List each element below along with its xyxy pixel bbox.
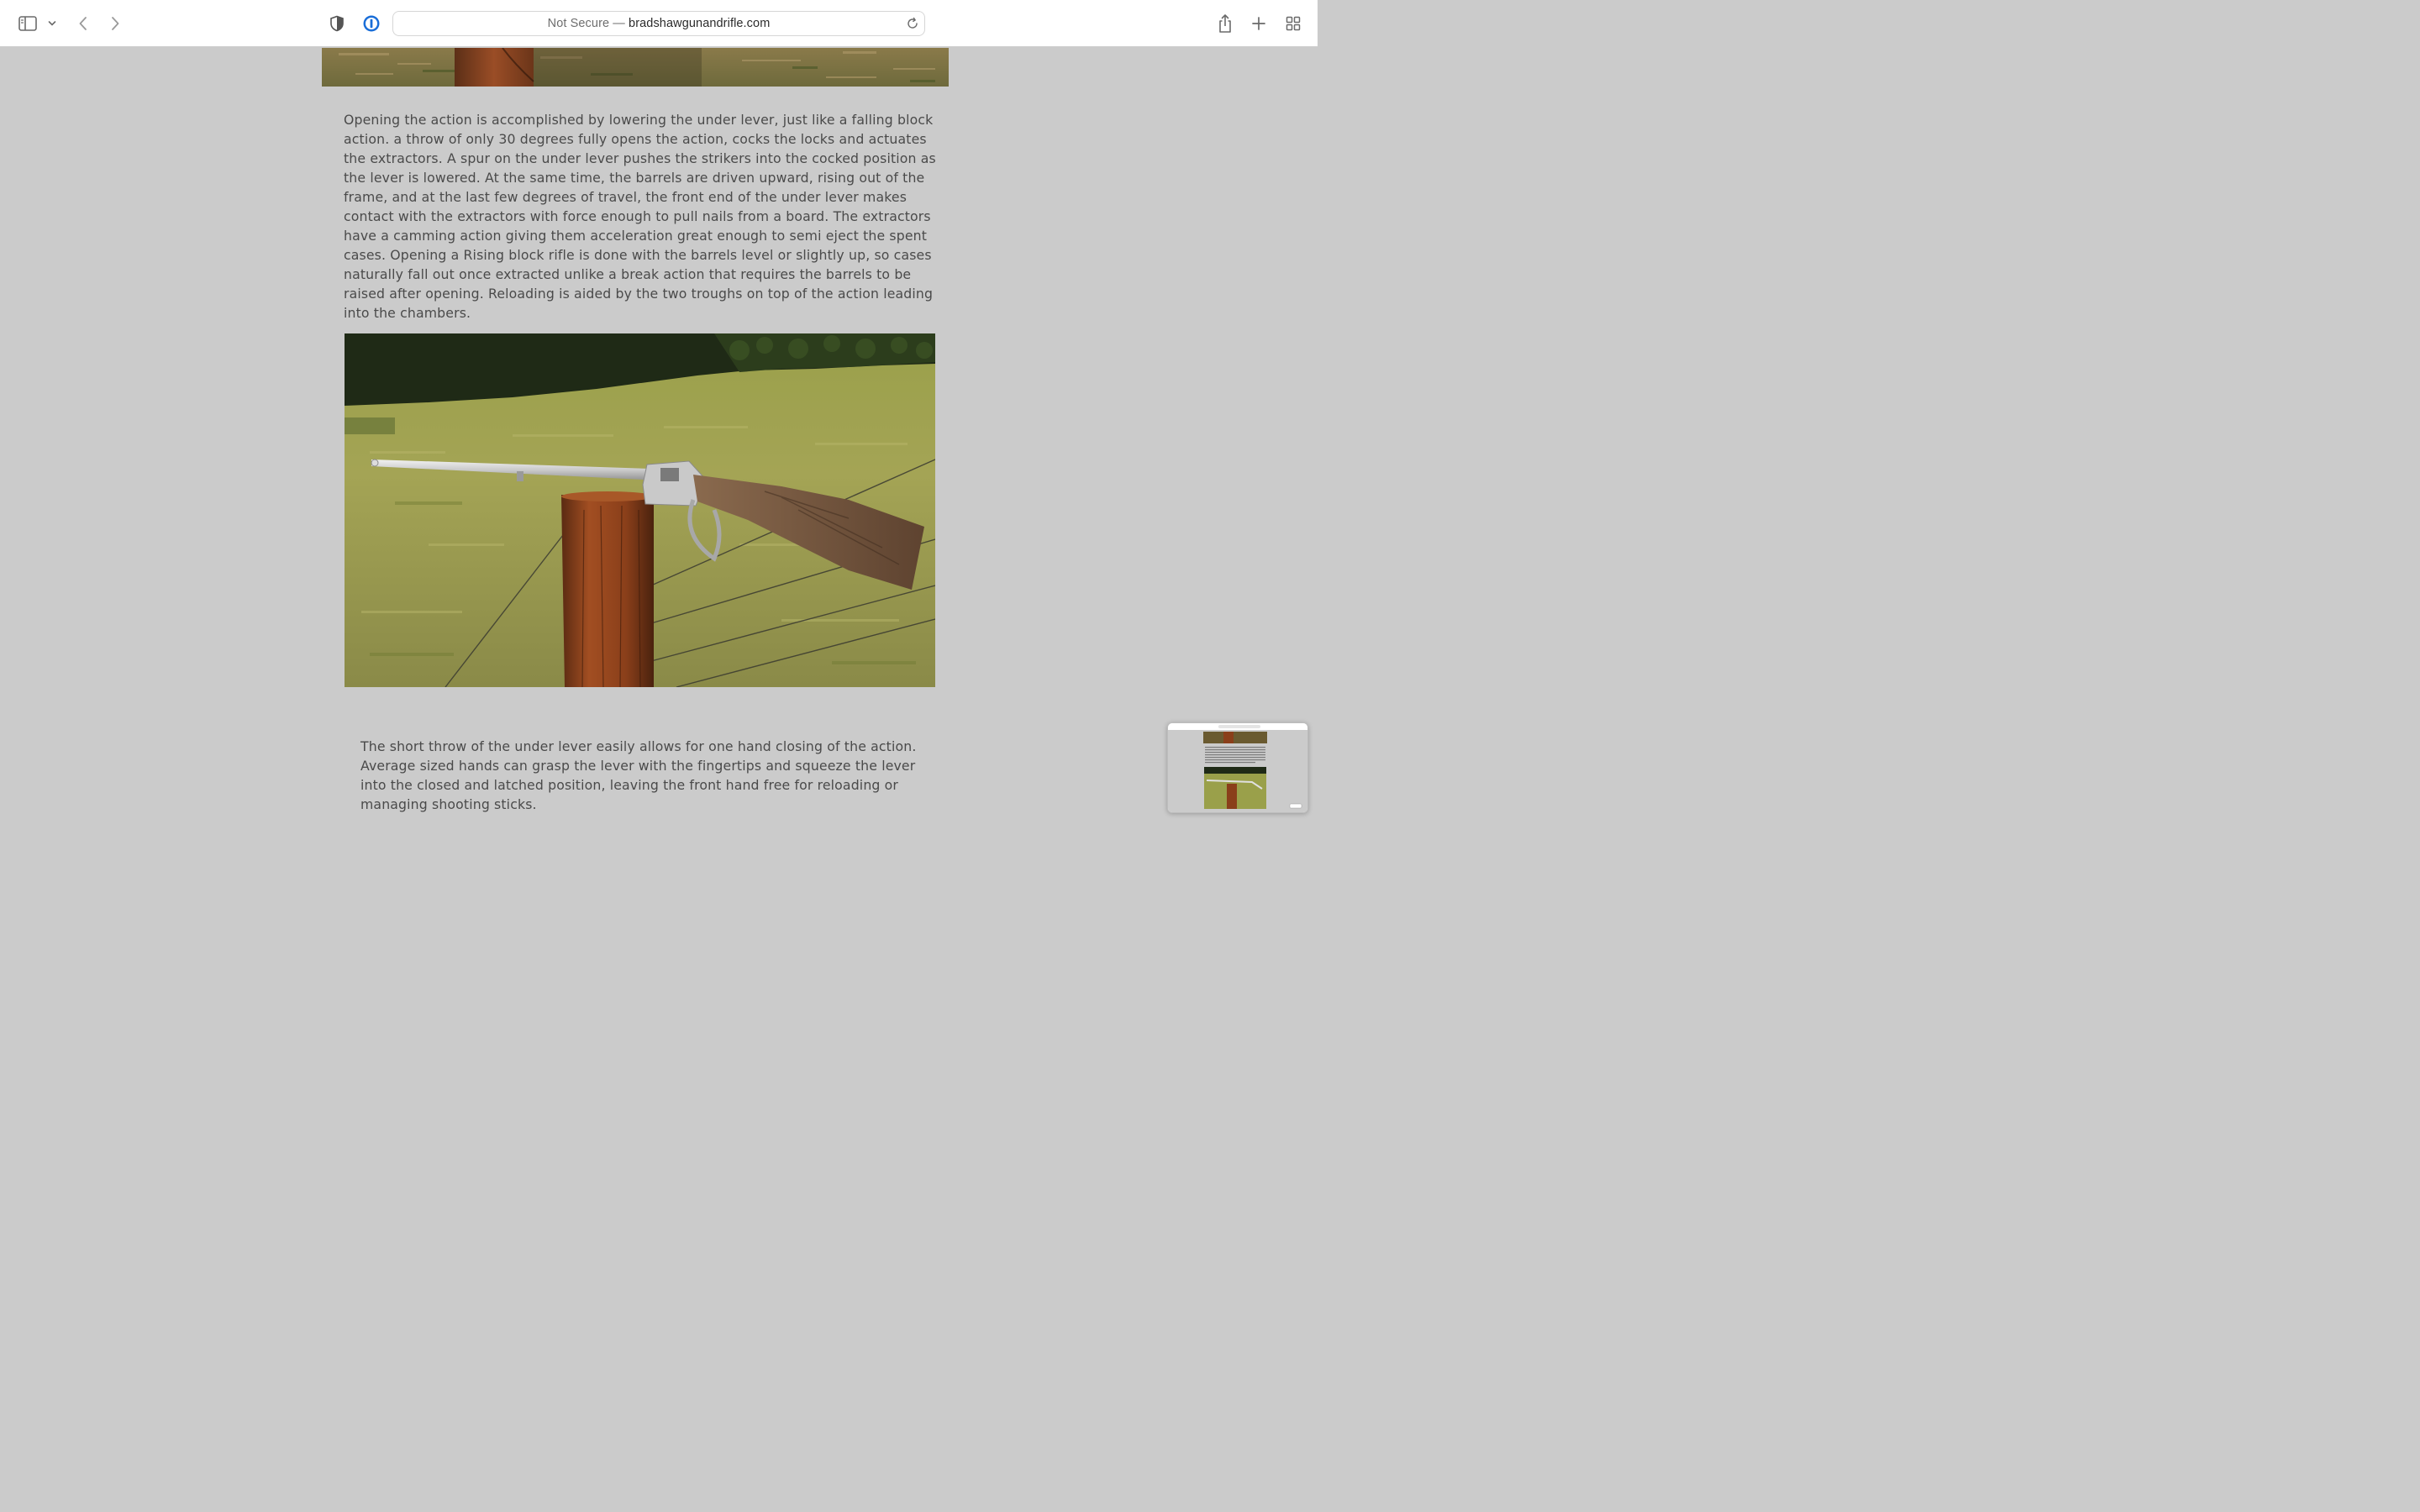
forward-icon[interactable] (106, 13, 124, 34)
web-page (0, 48, 1318, 823)
address-bar[interactable] (392, 11, 925, 36)
article-paragraph: Opening the action is accomplished by lowering the under lever, just like a falling block action. a throw of only 30 degrees fully opens the action, cocks the locks and actuates the extractors. A spur on the under lever pushes the strikers into the cocked position as the lever is lowered. At the same time, the barrels are driven upward, rising out of the frame, and at the last few degrees of travel, the front end of the under lever makes contact with the extractors with force enough to pull nails from a board. The extractors have a camming action giving them acceleration great enough to semi eject the spent cases. Opening a Rising block rifle is done with the barrels level or slightly up, so cases naturally fall out once extracted unlike a break action that requires the barrels to be raised after opening. Reloading is aided by the two troughs on top of the action leading into the chambers. (344, 112, 936, 321)
tab-overview-icon[interactable] (1283, 13, 1303, 34)
privacy-shield-icon[interactable] (327, 13, 347, 34)
article-paragraph: The short throw of the under lever easily allows for one hand closing of the action. Average sized hands can grasp the lever with the fingertips and squeeze the lever into the closed and latched position, leaving the front hand free for reloading or managing shooting sticks. (360, 738, 917, 812)
address-domain: bradshawgunandrifle.com (629, 17, 771, 30)
rifle-photo-top (322, 48, 949, 87)
page-thumbnail-overlay[interactable] (1167, 722, 1308, 813)
browser-toolbar (0, 0, 1318, 47)
not-secure-label: Not Secure — (547, 17, 625, 30)
back-icon[interactable] (74, 13, 92, 34)
share-icon[interactable] (1215, 12, 1235, 35)
new-tab-icon[interactable] (1249, 13, 1269, 34)
rifle-on-fence-post-photo (345, 333, 935, 687)
chevron-down-icon[interactable] (46, 17, 58, 30)
reload-icon[interactable] (906, 17, 919, 34)
password-manager-icon[interactable] (361, 13, 381, 34)
sidebar-icon[interactable] (17, 13, 39, 34)
